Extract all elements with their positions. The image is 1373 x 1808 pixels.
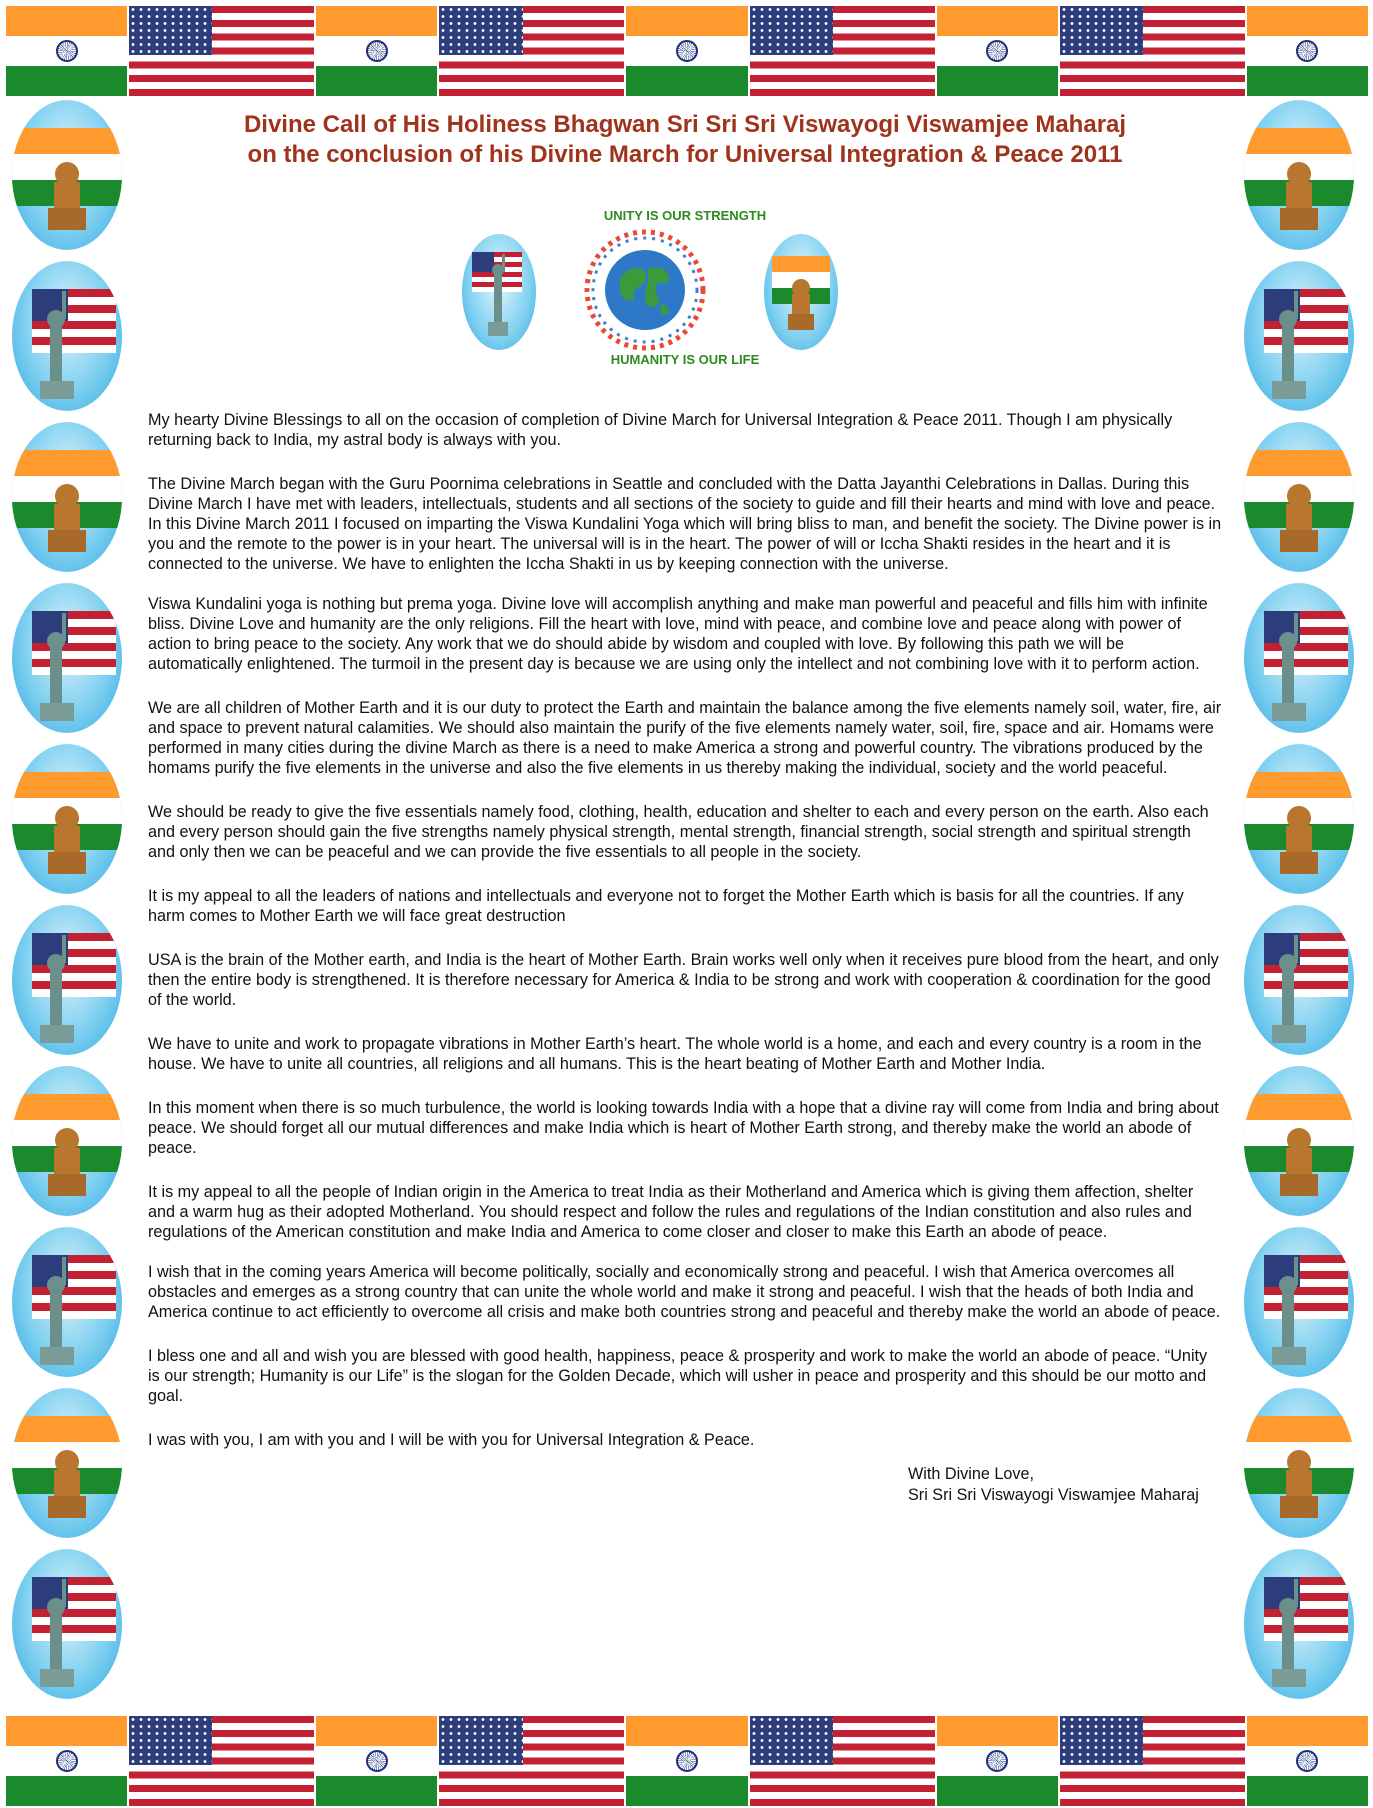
usa-liberty-medallion-icon: [12, 261, 122, 411]
india-emblem-medallion-icon: [1244, 422, 1354, 572]
top-flag-border: [6, 6, 1368, 96]
globe-unity-icon: [578, 228, 712, 352]
usa-flag-icon: [129, 1716, 314, 1806]
left-medallion-border: [6, 100, 131, 1712]
india-flag-icon: [626, 6, 747, 96]
india-emblem-medallion-icon: [12, 1388, 122, 1538]
usa-liberty-medallion-icon: [1244, 1227, 1354, 1377]
india-emblem-medallion-icon: [1244, 1066, 1354, 1216]
usa-flag-icon: [1060, 6, 1245, 96]
signature-name: Sri Sri Sri Viswayogi Viswamjee Maharaj: [908, 1486, 1199, 1504]
usa-flag-icon: [750, 6, 935, 96]
usa-flag-icon: [1060, 1716, 1245, 1806]
india-emblem-medallion-icon: [1244, 744, 1354, 894]
usa-liberty-medallion-icon: [1244, 261, 1354, 411]
india-emblem-medallion-icon: [12, 744, 122, 894]
india-flag-icon: [316, 1716, 437, 1806]
usa-liberty-medallion-icon: [1244, 1549, 1354, 1699]
usa-liberty-medallion-icon: [1244, 583, 1354, 733]
letter-title: [148, 110, 1222, 170]
paragraph: I bless one and all and wish you are blessed with good health, happiness, peace & prosperity and work to make the world an abode of peace. “Unity is our strength; Humanity is our Life” is the slogan for the Golden Decade, which will usher in peace and prosperity and this should be our motto and goal.: [148, 1347, 1208, 1405]
paragraph: I was with you, I am with you and I will be with you for Universal Integration & Peace.: [148, 1431, 755, 1449]
ashoka-emblem-medallion-icon: [764, 234, 838, 350]
slogan-humanity: HUMANITY IS OUR LIFE: [610, 352, 760, 367]
usa-flag-icon: [129, 6, 314, 96]
usa-flag-icon: [750, 1716, 935, 1806]
usa-liberty-medallion-icon: [12, 1549, 122, 1699]
india-emblem-medallion-icon: [1244, 100, 1354, 250]
india-flag-icon: [1247, 1716, 1368, 1806]
paragraph: USA is the brain of the Mother earth, and India is the heart of Mother Earth. Brain works well only when it receives pure blood from the heart, and only then the entire body is strengthened. It is therefore necessary for America & India to be strong and work with cooperation & coordination for the good of the world.: [148, 951, 1219, 1009]
india-flag-icon: [1247, 6, 1368, 96]
right-medallion-border: [1238, 100, 1363, 1712]
paragraph: It is my appeal to all the leaders of nations and intellectuals and everyone not to forget the Mother Earth which is basis for all the countries. If any harm comes to Mother Earth we will face great destruction: [148, 887, 1184, 925]
paragraph: The Divine March began with the Guru Poornima celebrations in Seattle and concluded with the Datta Jayanthi Celebrations in Dallas. During this Divine March I have met with leaders, intellectuals, students and all sections of the society to guide and fill their hearts and mind with love and peace. In this Divine March 2011 I focused on imparting the Viswa Kundalini Yoga which will bring bliss to man, and benefit the society. The Divine power is in you and the remote to the power is in your heart. The universal will is in the heart. The power of will or Iccha Shakti resides in the heart and it is connected to the universe. We have to enlighten the Iccha Shakti in us by keeping connection with the universe.: [148, 475, 1222, 573]
paragraph: I wish that in the coming years America will become politically, socially and economically strong and peaceful. I wish that America overcomes all obstacles and emerges as a strong country that can unite the whole world and make it strong and peaceful. I wish that the heads of both India and America continue to act efficiently to overcome all crisis and make both countries strong and peaceful and thereby make the world an abode of peace.: [148, 1263, 1221, 1321]
usa-liberty-medallion-icon: [12, 583, 122, 733]
usa-liberty-medallion-icon: [1244, 905, 1354, 1055]
letter-document: [148, 110, 1222, 1506]
usa-liberty-medallion-icon: [12, 905, 122, 1055]
india-emblem-medallion-icon: [12, 1066, 122, 1216]
usa-liberty-medallion-icon: [12, 1227, 122, 1377]
india-emblem-medallion-icon: [12, 100, 122, 250]
india-flag-icon: [6, 1716, 127, 1806]
paragraph: My hearty Divine Blessings to all on the occasion of completion of Divine March for Universal Integration & Peace 2011. Though I am physically returning back to India, my astral body is always with you.: [148, 411, 1173, 449]
usa-flag-icon: [439, 1716, 624, 1806]
india-flag-icon: [626, 1716, 747, 1806]
usa-flag-icon: [439, 6, 624, 96]
india-flag-icon: [937, 1716, 1058, 1806]
india-flag-icon: [6, 6, 127, 96]
signature-block: [908, 1464, 1222, 1506]
bottom-flag-border: [6, 1716, 1368, 1806]
title-line-1: Divine Call of His Holiness Bhagwan Sri Sri Sri Viswayogi Viswamjee Maharaj: [243, 111, 1127, 138]
paragraph: Viswa Kundalini yoga is nothing but prema yoga. Divine love will accomplish anything and make man powerful and peaceful and fills him with infinite bliss. Divine Love and humanity are the only religions. Fill the heart with love, mind with peace, and combine love and peace along with power of action to bring peace to the society. Any work that we do should abide by wisdom and coupled with love. By following this path we will be automatically enlightened. The turmoil in the present day is because we are using only the intellect and not combining love with it to perform action.: [148, 595, 1208, 673]
paragraph: It is my appeal to all the people of Indian origin in the America to treat India as their Motherland and America which is giving them affection, shelter and a warm hug as their adopted Motherland. You should respect and follow the rules and regulations of the Indian constitution and also rules and regulations of the American constitution and make India and America to come closer and closer to make this Earth an abode of peace.: [148, 1183, 1194, 1241]
slogan-unity: UNITY IS OUR STRENGTH: [603, 208, 767, 223]
paragraph: We are all children of Mother Earth and it is our duty to protect the Earth and maintain the balance among the five elements namely soil, water, fire, air and space to prevent natural calamities. We should also maintain the purify of the five elements namely water, soil, fire, space and air. Homams were performed in many cities during the divine March as there is a need to make America a strong and powerful country. The vibrations produced by the homams purify the five elements in the universe and also the five elements in us thereby making the individual, society and the world peaceful.: [148, 699, 1222, 777]
paragraph: We have to unite and work to propagate vibrations in Mother Earth’s heart. The whole world is a home, and each and every country is a room in the house. We have to unite all countries, all religions and all humans. This is the heart beating of Mother Earth and Mother India.: [148, 1035, 1202, 1073]
india-flag-icon: [316, 6, 437, 96]
india-emblem-medallion-icon: [12, 422, 122, 572]
signature-closing: With Divine Love,: [908, 1465, 1034, 1483]
liberty-medallion-icon: [462, 234, 536, 350]
india-emblem-medallion-icon: [1244, 1388, 1354, 1538]
paragraph: We should be ready to give the five essentials namely food, clothing, health, education and shelter to each and every person on the earth. Also each and every person should gain the five strengths namely physical strength, mental strength, financial strength, social strength and spiritual strength and only then we can be peaceful and we can provide the five essentials to all people in the society.: [148, 803, 1209, 861]
title-line-2: on the conclusion of his Divine March for Universal Integration & Peace 2011: [247, 141, 1123, 168]
paragraph: In this moment when there is so much turbulence, the world is looking towards India with a hope that a divine ray will come from India and bring about peace. We should forget all our mutual differences and make India which is heart of Mother Earth strong, and thereby make the world an abode of peace.: [148, 1099, 1219, 1157]
letter-body: [148, 410, 1222, 1450]
unity-emblem: [148, 208, 1222, 398]
india-flag-icon: [937, 6, 1058, 96]
